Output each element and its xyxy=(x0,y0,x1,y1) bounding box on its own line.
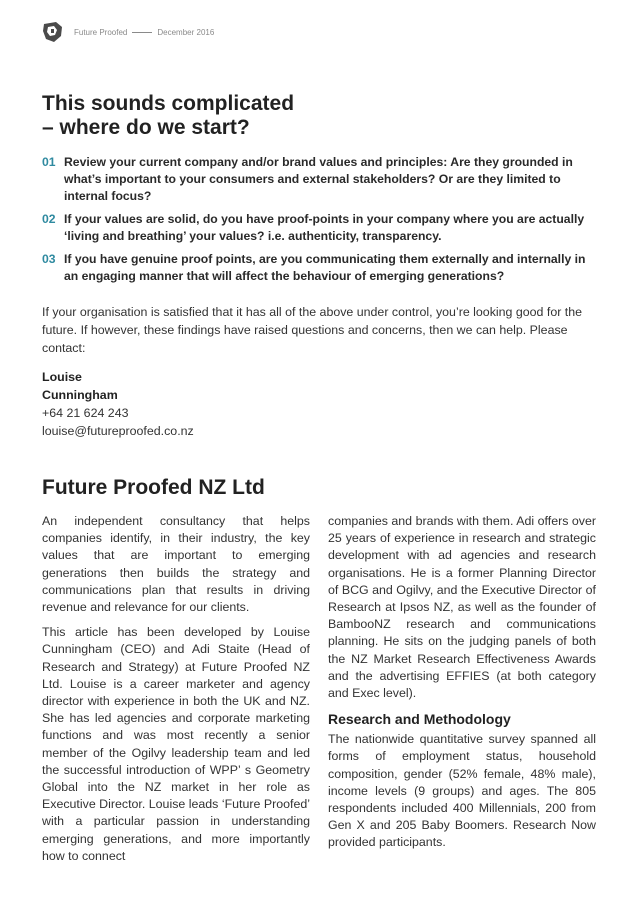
contact-block xyxy=(42,368,194,440)
about-column-left xyxy=(42,513,310,873)
contact-intro-paragraph: If your organisation is satisfied that it has all of the above under control, you’re looking good for the future. If however, these findings have raised questions and concerns, then we can help. Please contact: xyxy=(42,305,583,355)
about-column-right xyxy=(328,513,596,860)
list-item xyxy=(42,154,598,205)
future-proofed-logo-icon xyxy=(42,21,64,43)
page-header xyxy=(42,18,214,46)
research-heading: Research and Methodology xyxy=(328,711,511,728)
start-heading-line2: – where do we start? xyxy=(42,116,250,139)
steps-list xyxy=(42,154,598,291)
header-divider xyxy=(132,32,152,33)
step-text: Review your current company and/or brand values and principles: Are they grounded in what’s important to your consumers and external stakeholders? Or are they limited to internal focus? xyxy=(64,155,573,203)
about-paragraph-3: companies and brands with them. Adi offers over 25 years of experience in research and strategic development with ad agencies and research organisations. He is a former Planning Director of BCG and Ogilvy, and the Executive Director of Research at Ipsos NZ, as well as the founder of BambooNZ research and communications planning. He sits on the judging panels of both the NZ Market Research Effectiveness Awards and the advertising EFFIES (at both category and Exec level). xyxy=(328,514,596,701)
step-number: 03 xyxy=(42,252,56,266)
start-heading xyxy=(42,92,562,140)
step-number: 02 xyxy=(42,212,56,226)
step-text: If you have genuine proof points, are you communicating them externally and internally in an engaging manner that will affect the behaviour of emerging generations? xyxy=(64,252,586,283)
list-item xyxy=(42,251,598,285)
contact-last-name: Cunningham xyxy=(42,388,118,402)
publication-date: December 2016 xyxy=(157,27,215,37)
about-paragraph-1: An independent consultancy that helps companies identify, in their industry, the key values that are important to emerging generations then builds the strategy and communications plan that results in driving revenue and relevance for our clients. xyxy=(42,514,310,615)
step-number: 01 xyxy=(42,155,56,169)
contact-first-name: Louise xyxy=(42,370,82,384)
start-heading-line1: This sounds complicated xyxy=(42,92,295,115)
publication-name: Future Proofed xyxy=(74,27,128,37)
about-heading: Future Proofed NZ Ltd xyxy=(42,476,265,499)
about-paragraph-2: This article has been developed by Louise Cunningham (CEO) and Adi Staite (Head of Research and Strategy) at Future Proofed NZ Ltd. Louise is a career marketer and agency director with experience in both the UK and NZ. She has led agencies and corporate marketing functions and was most recently a senior member of the Ogilvy leadership team and led the successful introduction of WPP’ s Geometry Global into the NZ market in her role as Executive Director. Louise leads ‘Future Proofed’ with a particular passion in understanding emerging generations, and more importantly how to connect xyxy=(42,625,310,863)
research-paragraph: The nationwide quantitative survey spanned all forms of employment status, household composition, gender (52% female, 48% male), income levels (9 groups) and ages. The 805 respondents included 400 Millennials, 200 from Gen X and 205 Baby Boomers. Research Now provided participants. xyxy=(328,732,596,850)
list-item xyxy=(42,211,598,245)
contact-phone[interactable]: +64 21 624 243 xyxy=(42,406,129,420)
step-text: If your values are solid, do you have proof-points in your company where you are actually ‘living and breathing’ your values? i.e. authenticity, transparency. xyxy=(64,212,585,243)
contact-email[interactable]: louise@futureproofed.co.nz xyxy=(42,424,194,438)
